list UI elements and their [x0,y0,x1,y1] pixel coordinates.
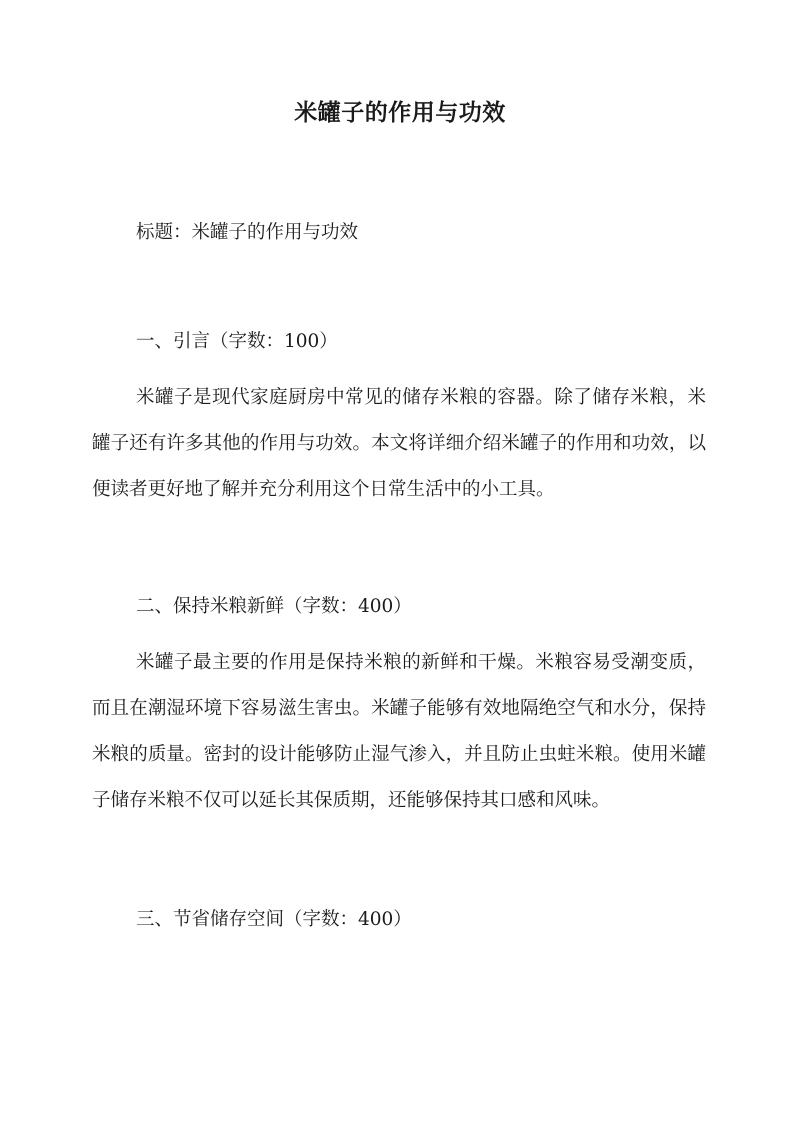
section-heading-freshness: 二、保持米粮新鲜（字数：400） [136,596,412,617]
section-body-freshness: 米罐子最主要的作用是保持米粮的新鲜和干燥。米粮容易受潮变质，而且在潮湿环境下容易滋生害虫。米罐子能够有效地隔绝空气和水分，保持米粮的质量。密封的设计能够防止湿气渗入，并且防止虫蛀米粮。使用米罐子储存米粮不仅可以延长其保质期，还能够保持其口感和风味。 [92,652,706,811]
section-heading-intro: 一、引言（字数：100） [136,331,338,352]
subtitle-line: 标题：米罐子的作用与功效 [136,222,359,243]
section-heading-space: 三、节省储存空间（字数：400） [136,909,412,930]
section-body-intro: 米罐子是现代家庭厨房中常见的储存米粮的容器。除了储存米粮，米罐子还有许多其他的作用与功效。本文将详细介绍米罐子的作用和功效，以便读者更好地了解并充分利用这个日常生活中的小工具。 [92,387,706,500]
document-title: 米罐子的作用与功效 [294,99,506,126]
